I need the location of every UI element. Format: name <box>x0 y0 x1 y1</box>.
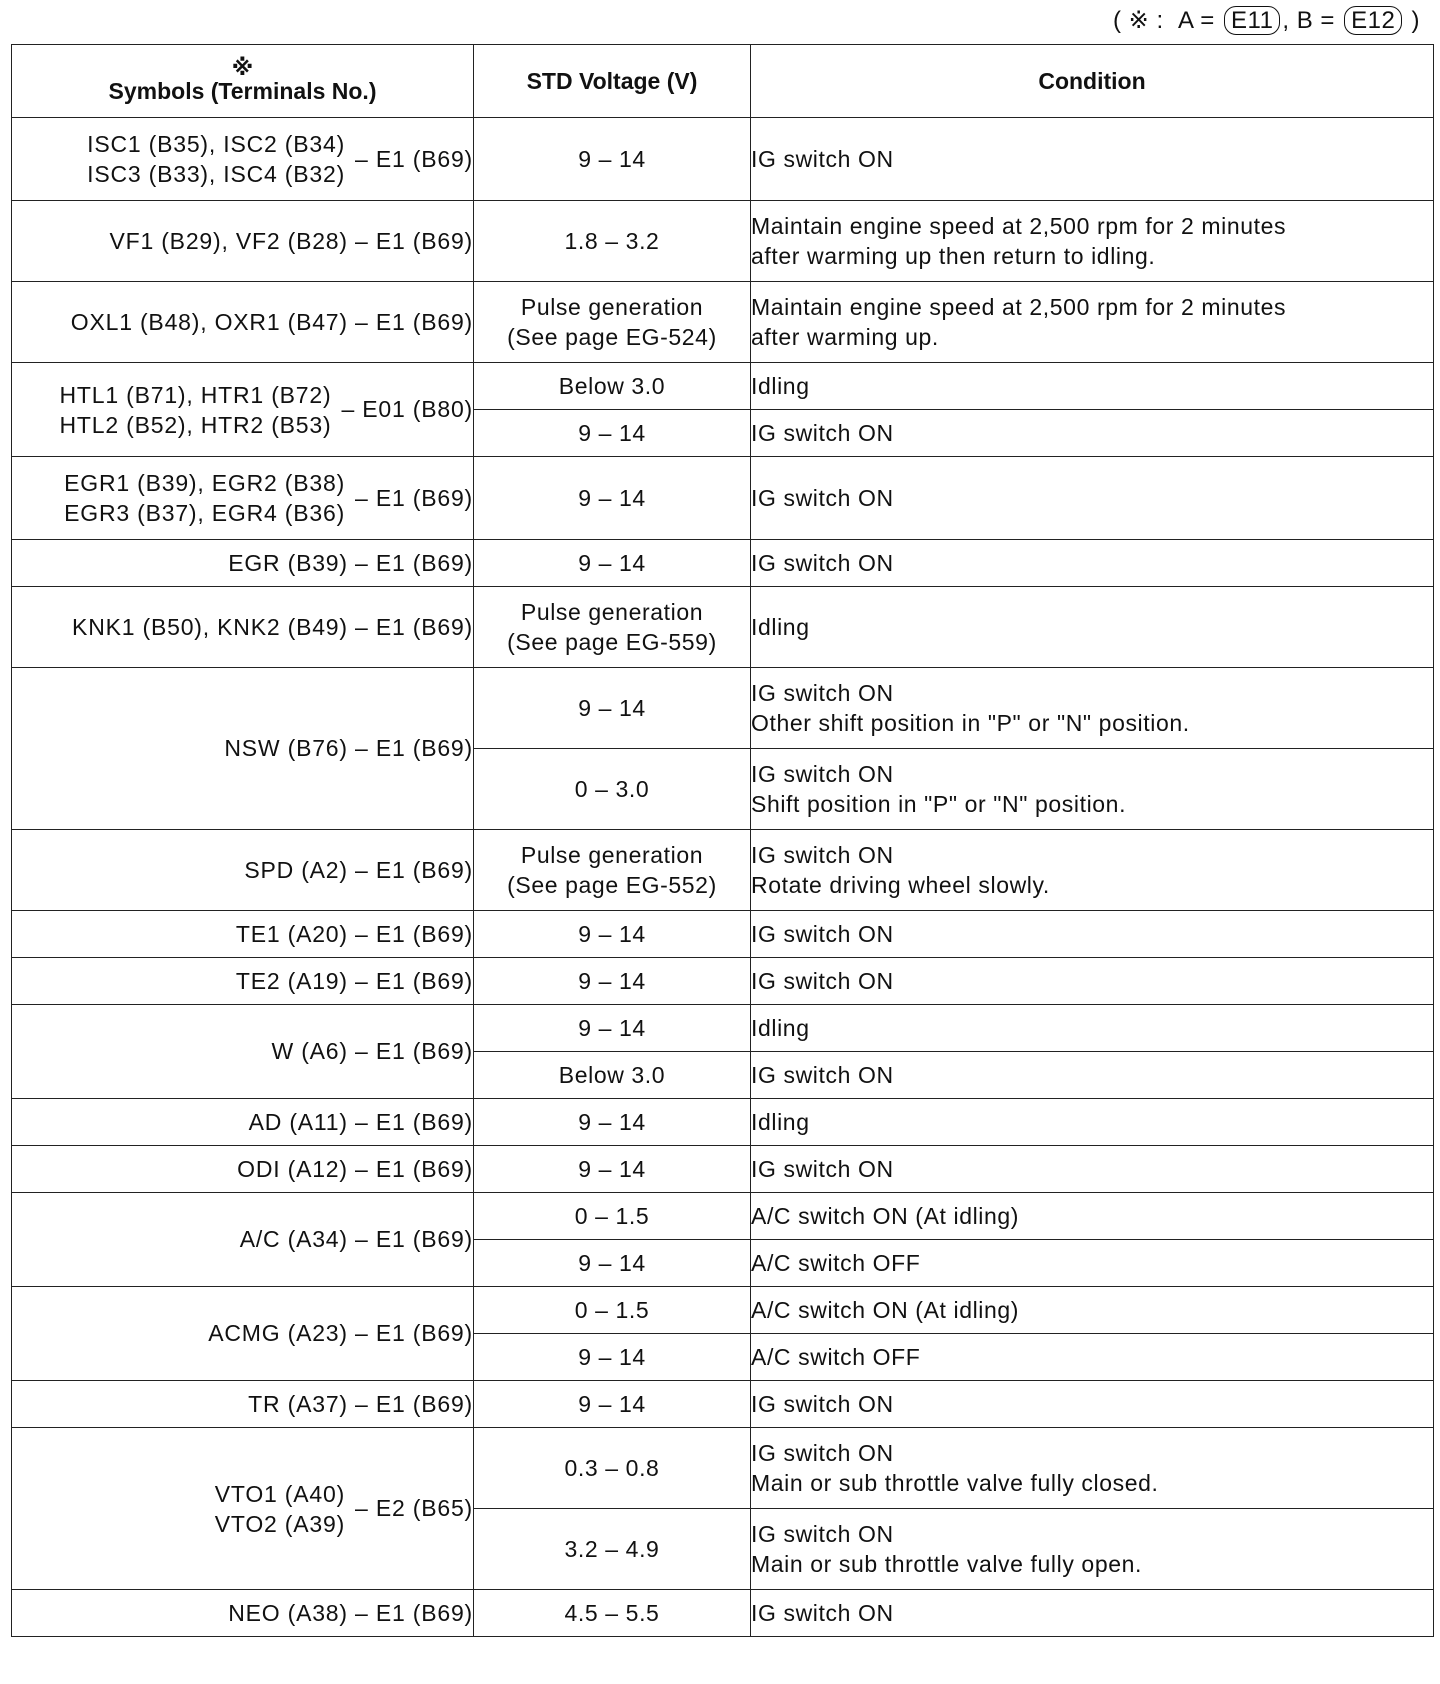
condition-cell: IG switch ON <box>751 1052 1434 1099</box>
terminal-symbol-line: ISC3 (B33), ISC4 (B32) <box>87 161 346 187</box>
terminal-ground: – E01 (B80) <box>341 396 473 422</box>
condition-cell <box>751 668 1434 749</box>
terminal-ground: – E2 (B65) <box>355 1495 473 1521</box>
std-voltage-line: (See page EG-552) <box>507 872 717 898</box>
terminal-voltage-table <box>11 44 1434 1637</box>
terminal-symbol-line: EGR1 (B39), EGR2 (B38) <box>64 470 346 496</box>
terminal-symbol-cell: VF1 (B29), VF2 (B28) – E1 (B69) <box>12 201 474 282</box>
condition-cell: IG switch ON <box>751 958 1434 1005</box>
terminal-symbol-cell: NSW (B76) – E1 (B69) <box>12 668 474 830</box>
terminal-symbol-group <box>60 380 474 440</box>
table-row <box>12 1287 1434 1334</box>
std-voltage-cell: 9 – 14 <box>474 1005 751 1052</box>
std-voltage-line: (See page EG-559) <box>507 629 717 655</box>
condition-cell: A/C switch ON (At idling) <box>751 1193 1434 1240</box>
condition-line: IG switch ON <box>751 761 894 787</box>
table-row <box>12 1099 1434 1146</box>
terminal-symbol-cell <box>12 118 474 201</box>
condition-line: Main or sub throttle valve fully open. <box>751 1551 1142 1577</box>
std-voltage-cell: 9 – 14 <box>474 1381 751 1428</box>
terminal-symbol-cell: AD (A11) – E1 (B69) <box>12 1099 474 1146</box>
condition-cell <box>751 1428 1434 1509</box>
terminal-symbol-lines <box>87 129 345 189</box>
terminal-symbol-line: EGR3 (B37), EGR4 (B36) <box>64 500 346 526</box>
std-voltage-cell: 0.3 – 0.8 <box>474 1428 751 1509</box>
table-row <box>12 1193 1434 1240</box>
std-voltage-line: Pulse generation <box>520 842 704 868</box>
condition-cell <box>751 201 1434 282</box>
condition-cell: IG switch ON <box>751 457 1434 540</box>
legend-b-prefix: , B = <box>1282 7 1335 34</box>
terminal-symbol-cell: TR (A37) – E1 (B69) <box>12 1381 474 1428</box>
condition-line: Shift position in "P" or "N" position. <box>751 791 1127 817</box>
condition-line: IG switch ON <box>751 680 894 706</box>
condition-cell: A/C switch ON (At idling) <box>751 1287 1434 1334</box>
terminal-symbol-group <box>64 468 473 528</box>
terminal-symbol-cell: TE1 (A20) – E1 (B69) <box>12 911 474 958</box>
terminal-symbol-lines <box>60 380 332 440</box>
std-voltage-line: Pulse generation <box>520 599 704 625</box>
condition-line: Other shift position in "P" or "N" position. <box>751 710 1190 736</box>
condition-cell: Idling <box>751 363 1434 410</box>
terminal-symbol-cell <box>12 1428 474 1590</box>
condition-cell <box>751 830 1434 911</box>
condition-cell: A/C switch OFF <box>751 1334 1434 1381</box>
table-row <box>12 282 1434 363</box>
std-voltage-cell: 0 – 3.0 <box>474 749 751 830</box>
std-voltage-cell <box>474 282 751 363</box>
table-row <box>12 958 1434 1005</box>
table-row <box>12 587 1434 668</box>
legend-a-connector: E11 <box>1224 6 1280 35</box>
std-voltage-cell: 9 – 14 <box>474 668 751 749</box>
terminal-symbol-lines <box>215 1479 345 1539</box>
condition-line: IG switch ON <box>751 1440 894 1466</box>
table-row <box>12 1590 1434 1637</box>
std-voltage-cell: Below 3.0 <box>474 363 751 410</box>
header-condition: Condition <box>751 45 1434 118</box>
terminal-symbol-cell: W (A6) – E1 (B69) <box>12 1005 474 1099</box>
header-symbols <box>12 45 474 118</box>
std-voltage-line: Pulse generation <box>520 294 704 320</box>
terminal-ground: – E1 (B69) <box>355 145 473 172</box>
condition-line: Rotate driving wheel slowly. <box>751 872 1050 898</box>
table-row <box>12 830 1434 911</box>
terminal-symbol-group <box>87 129 473 189</box>
std-voltage-cell: 9 – 14 <box>474 457 751 540</box>
std-voltage-cell: 9 – 14 <box>474 410 751 457</box>
std-voltage-cell: 0 – 1.5 <box>474 1287 751 1334</box>
std-voltage-cell: 9 – 14 <box>474 1240 751 1287</box>
table-row <box>12 1428 1434 1509</box>
legend-b-connector: E12 <box>1344 6 1402 35</box>
legend-close: ) <box>1411 7 1420 34</box>
table-row <box>12 911 1434 958</box>
header-voltage: STD Voltage (V) <box>474 45 751 118</box>
table-row <box>12 118 1434 201</box>
condition-cell: IG switch ON <box>751 540 1434 587</box>
table-row <box>12 540 1434 587</box>
table-row <box>12 457 1434 540</box>
terminal-symbol-line: HTL1 (B71), HTR1 (B72) <box>59 381 332 408</box>
terminal-symbol-cell: A/C (A34) – E1 (B69) <box>12 1193 474 1287</box>
condition-cell: IG switch ON <box>751 118 1434 201</box>
terminal-symbol-line: ISC1 (B35), ISC2 (B34) <box>87 131 346 157</box>
header-symbols-label: Symbols (Terminals No.) <box>108 77 377 104</box>
terminal-symbol-group <box>215 1479 473 1539</box>
terminal-symbol-line: VTO2 (A39) <box>214 1510 346 1537</box>
std-voltage-cell: 9 – 14 <box>474 1099 751 1146</box>
terminal-symbol-cell <box>12 457 474 540</box>
header-symbols-mark: ※ <box>231 54 254 80</box>
table-row <box>12 668 1434 749</box>
std-voltage-cell: 9 – 14 <box>474 911 751 958</box>
condition-cell: IG switch ON <box>751 410 1434 457</box>
condition-cell: IG switch ON <box>751 1590 1434 1637</box>
terminal-ground: – E1 (B69) <box>355 484 473 511</box>
std-voltage-cell: 9 – 14 <box>474 958 751 1005</box>
terminal-symbol-cell: SPD (A2) – E1 (B69) <box>12 830 474 911</box>
condition-line: IG switch ON <box>751 842 894 868</box>
condition-line: Main or sub throttle valve fully closed. <box>751 1470 1159 1496</box>
condition-cell: Idling <box>751 1005 1434 1052</box>
condition-cell: IG switch ON <box>751 911 1434 958</box>
terminal-symbol-cell <box>12 363 474 457</box>
table-body <box>12 118 1434 1637</box>
table-row <box>12 363 1434 410</box>
table-header-row <box>12 45 1434 118</box>
terminal-symbol-cell: NEO (A38) – E1 (B69) <box>12 1590 474 1637</box>
condition-line: after warming up. <box>751 324 939 350</box>
table-row <box>12 1146 1434 1193</box>
condition-cell: A/C switch OFF <box>751 1240 1434 1287</box>
std-voltage-line: (See page EG-524) <box>507 324 717 350</box>
condition-cell <box>751 749 1434 830</box>
condition-cell <box>751 1509 1434 1590</box>
table-row <box>12 1005 1434 1052</box>
legend-open: ( ※ : <box>1113 7 1164 34</box>
std-voltage-cell: 9 – 14 <box>474 540 751 587</box>
legend-a-prefix: A = <box>1177 7 1215 34</box>
terminal-symbol-line: HTL2 (B52), HTR2 (B53) <box>59 411 332 438</box>
terminal-symbol-lines <box>64 468 345 528</box>
condition-cell <box>751 282 1434 363</box>
std-voltage-cell: 0 – 1.5 <box>474 1193 751 1240</box>
std-voltage-cell <box>474 830 751 911</box>
terminal-symbol-cell: TE2 (A19) – E1 (B69) <box>12 958 474 1005</box>
terminal-symbol-cell: OXL1 (B48), OXR1 (B47) – E1 (B69) <box>12 282 474 363</box>
condition-line: IG switch ON <box>751 1521 894 1547</box>
std-voltage-cell: 9 – 14 <box>474 1146 751 1193</box>
table-row <box>12 201 1434 282</box>
condition-line: Maintain engine speed at 2,500 rpm for 2 minutes <box>751 294 1287 320</box>
terminal-symbol-cell: KNK1 (B50), KNK2 (B49) – E1 (B69) <box>12 587 474 668</box>
terminal-symbol-cell: ACMG (A23) – E1 (B69) <box>12 1287 474 1381</box>
terminal-symbol-line: VTO1 (A40) <box>214 1480 346 1507</box>
condition-cell: IG switch ON <box>751 1381 1434 1428</box>
std-voltage-cell: Below 3.0 <box>474 1052 751 1099</box>
terminal-symbol-cell: ODI (A12) – E1 (B69) <box>12 1146 474 1193</box>
std-voltage-cell <box>474 587 751 668</box>
table-row <box>12 1381 1434 1428</box>
std-voltage-cell: 9 – 14 <box>474 118 751 201</box>
std-voltage-cell: 4.5 – 5.5 <box>474 1590 751 1637</box>
condition-line: after warming up then return to idling. <box>751 243 1156 269</box>
condition-cell: IG switch ON <box>751 1146 1434 1193</box>
condition-line: Maintain engine speed at 2,500 rpm for 2 minutes <box>751 213 1287 239</box>
std-voltage-cell: 1.8 – 3.2 <box>474 201 751 282</box>
std-voltage-cell: 3.2 – 4.9 <box>474 1509 751 1590</box>
std-voltage-cell: 9 – 14 <box>474 1334 751 1381</box>
terminal-legend <box>1113 6 1420 35</box>
condition-cell: Idling <box>751 1099 1434 1146</box>
condition-cell: Idling <box>751 587 1434 668</box>
terminal-symbol-cell: EGR (B39) – E1 (B69) <box>12 540 474 587</box>
